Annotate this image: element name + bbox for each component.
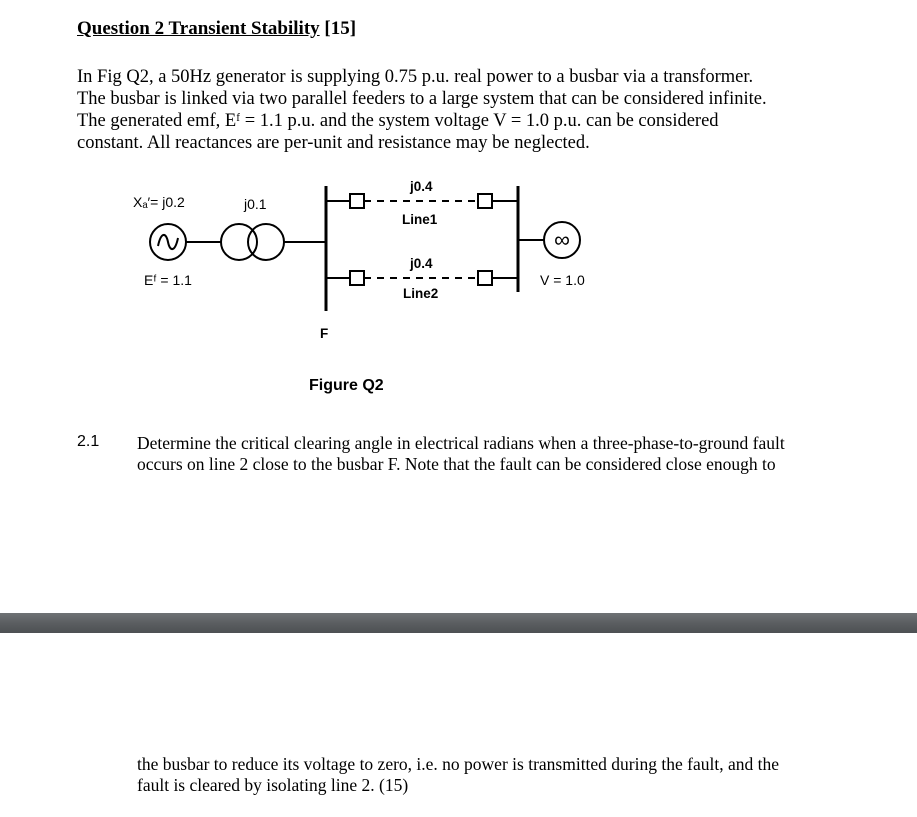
transformer-primary-coil bbox=[221, 224, 257, 260]
line2-reactance-label: j0.4 bbox=[410, 256, 433, 271]
page-break-divider bbox=[0, 613, 917, 633]
line1-name-label: Line1 bbox=[402, 212, 438, 227]
system-voltage-label: V = 1.0 bbox=[540, 272, 585, 288]
intro-line: In Fig Q2, a 50Hz generator is supplying 0.75 p.u. real power to a busbar via a transformer. bbox=[77, 67, 754, 87]
xd-reactance-label: Xₐ′= j0.2 bbox=[133, 194, 185, 210]
subquestion-text-bottom bbox=[137, 754, 897, 796]
intro-line: constant. All reactances are per-unit and resistance may be neglected. bbox=[77, 133, 590, 153]
subquestion-text-top bbox=[137, 433, 897, 475]
subquestion-line: Determine the critical clearing angle in electrical radians when a three-phase-to-ground fault bbox=[137, 433, 785, 453]
circuit-diagram bbox=[0, 170, 917, 400]
transformer-secondary-coil bbox=[248, 224, 284, 260]
subquestion-line: the busbar to reduce its voltage to zero, i.e. no power is transmitted during the fault, and the bbox=[137, 754, 779, 774]
figure-caption: Figure Q2 bbox=[309, 377, 384, 394]
line1-reactance-label: j0.4 bbox=[410, 179, 433, 194]
subquestion-number: 2.1 bbox=[77, 433, 100, 450]
line2-right-breaker bbox=[478, 271, 492, 285]
line2-left-breaker bbox=[350, 271, 364, 285]
line1-right-breaker bbox=[478, 194, 492, 208]
ef-label: Eᶠ = 1.1 bbox=[144, 272, 192, 288]
question-heading bbox=[77, 18, 356, 40]
question-title: Question 2 Transient Stability bbox=[77, 18, 320, 39]
line2-name-label: Line2 bbox=[403, 286, 439, 301]
fault-label: F bbox=[320, 326, 329, 341]
question-marks: [15] bbox=[324, 18, 357, 39]
infinity-icon: ∞ bbox=[554, 227, 570, 252]
transformer-reactance-label: j0.1 bbox=[244, 196, 267, 212]
intro-line: The busbar is linked via two parallel feeders to a large system that can be considered infinite. bbox=[77, 89, 767, 109]
intro-paragraph bbox=[77, 66, 877, 154]
intro-line: The generated emf, Eᶠ = 1.1 p.u. and the system voltage V = 1.0 p.u. can be considered bbox=[77, 111, 719, 131]
subquestion-line: fault is cleared by isolating line 2. (15) bbox=[137, 775, 409, 795]
subquestion-line: occurs on line 2 close to the busbar F. Note that the fault can be considered close enough to bbox=[137, 454, 776, 474]
line1-left-breaker bbox=[350, 194, 364, 208]
sine-wave-icon bbox=[158, 235, 178, 249]
